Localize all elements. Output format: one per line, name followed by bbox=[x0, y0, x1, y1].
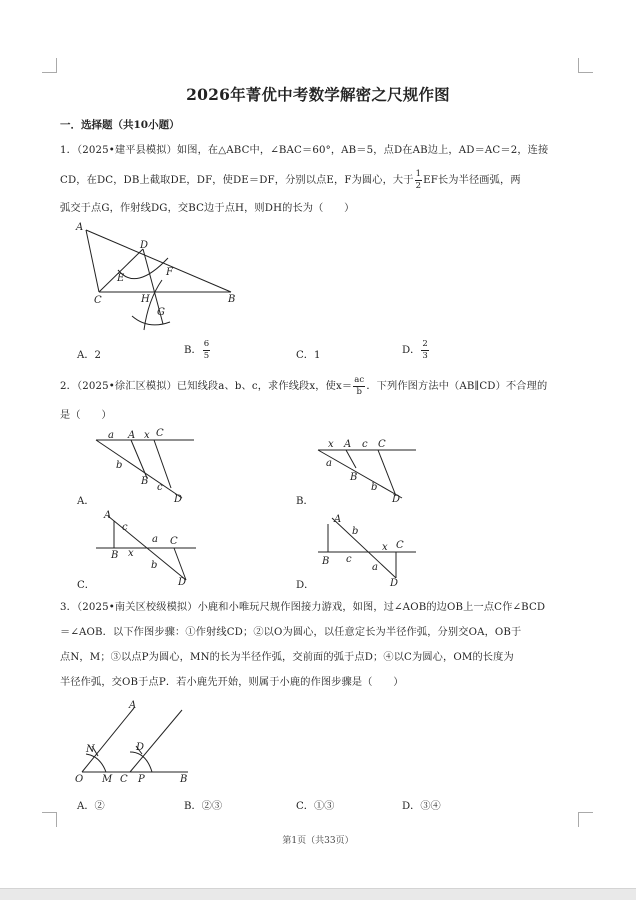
q1-fig-label-c: C bbox=[94, 295, 102, 306]
q1-option-b-fraction bbox=[203, 340, 210, 360]
q2b-label-C: C bbox=[378, 439, 386, 450]
page-footer: 第1页（共33页） bbox=[282, 836, 354, 846]
q2-option-b: B． bbox=[296, 496, 314, 507]
q2d-label-a: a bbox=[372, 562, 378, 573]
q1-fig-label-b: B bbox=[228, 294, 236, 305]
q1-fig-label-a: A bbox=[76, 222, 84, 233]
q3-option-a: A．② bbox=[77, 801, 105, 812]
q1-line-1: 1．（2025•建平县模拟）如图，在△ABC中，∠BAC＝60°，AB＝5，点D在AB边上，AD＝AC＝2，连接 bbox=[60, 145, 549, 156]
q3-line-1: 3．（2025•南关区校级模拟）小鹿和小唯玩尺规作图接力游戏，如图，过∠AOB的边OB上一点C作∠BCD bbox=[60, 602, 546, 613]
q2-option-d: D． bbox=[296, 580, 315, 591]
q3-line-3: 点N，M；③以点P为圆心，MN的长为半径作弧，交前面的弧于点D；④以C为圆心，OM的长度为 bbox=[60, 652, 514, 663]
q2-figure-c bbox=[96, 508, 206, 588]
q3-fig-label-a: A bbox=[129, 700, 137, 711]
crop-mark-bottom-left bbox=[42, 812, 57, 827]
q1-option-b-num: 6 bbox=[203, 339, 210, 349]
q2-option-c: C． bbox=[77, 580, 95, 591]
q2-line-1a: 2．（2025•徐汇区模拟）已知线段a、b、c，求作线段x，使x＝ bbox=[60, 381, 353, 392]
q3-fig-label-n: N bbox=[86, 744, 95, 755]
q2b-label-D: D bbox=[392, 494, 401, 505]
q1-fig-label-e: E bbox=[117, 273, 125, 284]
q1-option-b-prefix: B． bbox=[184, 345, 202, 356]
q3-fig-label-b: B bbox=[180, 774, 188, 785]
q3-figure bbox=[72, 696, 202, 786]
q3-option-b: B．②③ bbox=[184, 801, 223, 812]
q2a-label-A: A bbox=[128, 430, 136, 441]
q2c-label-x: x bbox=[128, 548, 134, 559]
page-title: 2026年菁优中考数学解密之尺规作图 bbox=[186, 85, 450, 104]
q2c-label-C: C bbox=[170, 536, 178, 547]
q2-frac-den: b bbox=[356, 386, 363, 397]
q1-option-b-den: 5 bbox=[203, 350, 210, 361]
q3-line-2: ＝∠AOB．以下作图步骤：①作射线CD；②以O为圆心，以任意定长为半径作弧，分别交OA，OB于 bbox=[60, 627, 522, 638]
q3-option-c: C．①③ bbox=[296, 801, 335, 812]
q2a-label-B: B bbox=[141, 476, 149, 487]
q2-option-a: A． bbox=[77, 496, 95, 507]
q1-fig-label-f: F bbox=[166, 267, 173, 278]
q1-fig-label-g: G bbox=[157, 307, 165, 318]
q2c-label-c: c bbox=[122, 522, 128, 533]
q2-line-2: 是（ ） bbox=[60, 410, 112, 421]
q2c-label-D: D bbox=[178, 577, 187, 588]
q2d-label-c: c bbox=[346, 554, 352, 565]
q2c-label-B: B bbox=[111, 550, 119, 561]
q2c-label-a: a bbox=[152, 534, 158, 545]
q1-line-2a: CD，在DC，DB上截取DE，DF，使DE＝DF，分别以点E，F为圆心，大于 bbox=[60, 175, 414, 186]
section-heading: 一．选择题（共10小题） bbox=[60, 119, 180, 131]
q2b-label-A: A bbox=[344, 439, 352, 450]
q2c-label-b: b bbox=[151, 560, 158, 571]
q2-figure-a bbox=[94, 428, 204, 503]
q2b-label-x: x bbox=[328, 439, 334, 450]
q1-frac-den: 2 bbox=[415, 180, 422, 191]
q1-option-d bbox=[402, 340, 430, 360]
q1-option-d-prefix: D． bbox=[402, 345, 421, 356]
q1-fig-label-h: H bbox=[141, 294, 150, 305]
q2-line-1b: ．下列作图方法中（AB∥CD）不合理的 bbox=[366, 381, 548, 392]
q3-line-4: 半径作弧，交OB于点P．若小鹿先开始，则属于小鹿的作图步骤是（ ） bbox=[60, 677, 404, 688]
q2a-label-a: a bbox=[108, 430, 114, 441]
q2d-label-x: x bbox=[382, 542, 388, 553]
q1-option-d-den: 3 bbox=[422, 350, 428, 361]
q1-option-a: A．2 bbox=[77, 350, 102, 361]
q2-line-1 bbox=[60, 376, 547, 396]
q2a-label-D: D bbox=[174, 494, 183, 505]
q2a-label-c: c bbox=[157, 482, 163, 493]
q2a-label-x: x bbox=[144, 430, 150, 441]
q1-frac-num: 1 bbox=[415, 169, 422, 179]
q3-option-d: D．③④ bbox=[402, 801, 441, 812]
q3-fig-label-p: P bbox=[138, 774, 145, 785]
crop-mark-bottom-right bbox=[578, 812, 593, 827]
q1-option-d-num: 2 bbox=[422, 339, 428, 349]
q1-fig-label-d: D bbox=[140, 240, 149, 251]
q3-fig-label-o: O bbox=[75, 774, 84, 785]
q1-option-c: C．1 bbox=[296, 350, 321, 361]
q2-fraction bbox=[353, 376, 365, 396]
q2d-label-C: C bbox=[396, 540, 404, 551]
q3-fig-label-c: C bbox=[120, 774, 128, 785]
q2d-label-A: A bbox=[334, 514, 342, 525]
q3-fig-label-d: D bbox=[136, 742, 145, 753]
q2b-label-a: a bbox=[326, 458, 332, 469]
q1-line-3: 弧交于点G，作射线DG，交BC边于点H，则DH的长为（ ） bbox=[60, 203, 355, 214]
q2d-label-D: D bbox=[390, 578, 399, 589]
q1-line-2 bbox=[60, 170, 521, 190]
q2b-label-B: B bbox=[350, 472, 358, 483]
q1-option-d-fraction bbox=[421, 340, 428, 360]
q1-figure bbox=[70, 220, 250, 330]
q2a-label-C: C bbox=[156, 428, 164, 439]
viewer-bottom-scrollbar[interactable] bbox=[0, 888, 636, 900]
crop-mark-top-right bbox=[578, 58, 593, 73]
q3-fig-label-m: M bbox=[102, 774, 113, 785]
q2c-label-A: A bbox=[104, 510, 112, 521]
q2-frac-num: ac bbox=[354, 375, 365, 385]
q2b-label-c: c bbox=[362, 439, 368, 450]
q1-fraction bbox=[415, 170, 423, 190]
q2-figure-d bbox=[316, 508, 426, 588]
q2-figure-b bbox=[316, 436, 426, 506]
crop-mark-top-left bbox=[42, 58, 57, 73]
q2d-label-b: b bbox=[352, 526, 359, 537]
q2d-label-B: B bbox=[322, 556, 330, 567]
q2b-label-b: b bbox=[371, 482, 378, 493]
q1-line-2b: EF长为半径画弧，两 bbox=[423, 175, 521, 186]
q2a-label-b: b bbox=[116, 460, 123, 471]
q1-option-b bbox=[184, 340, 211, 360]
